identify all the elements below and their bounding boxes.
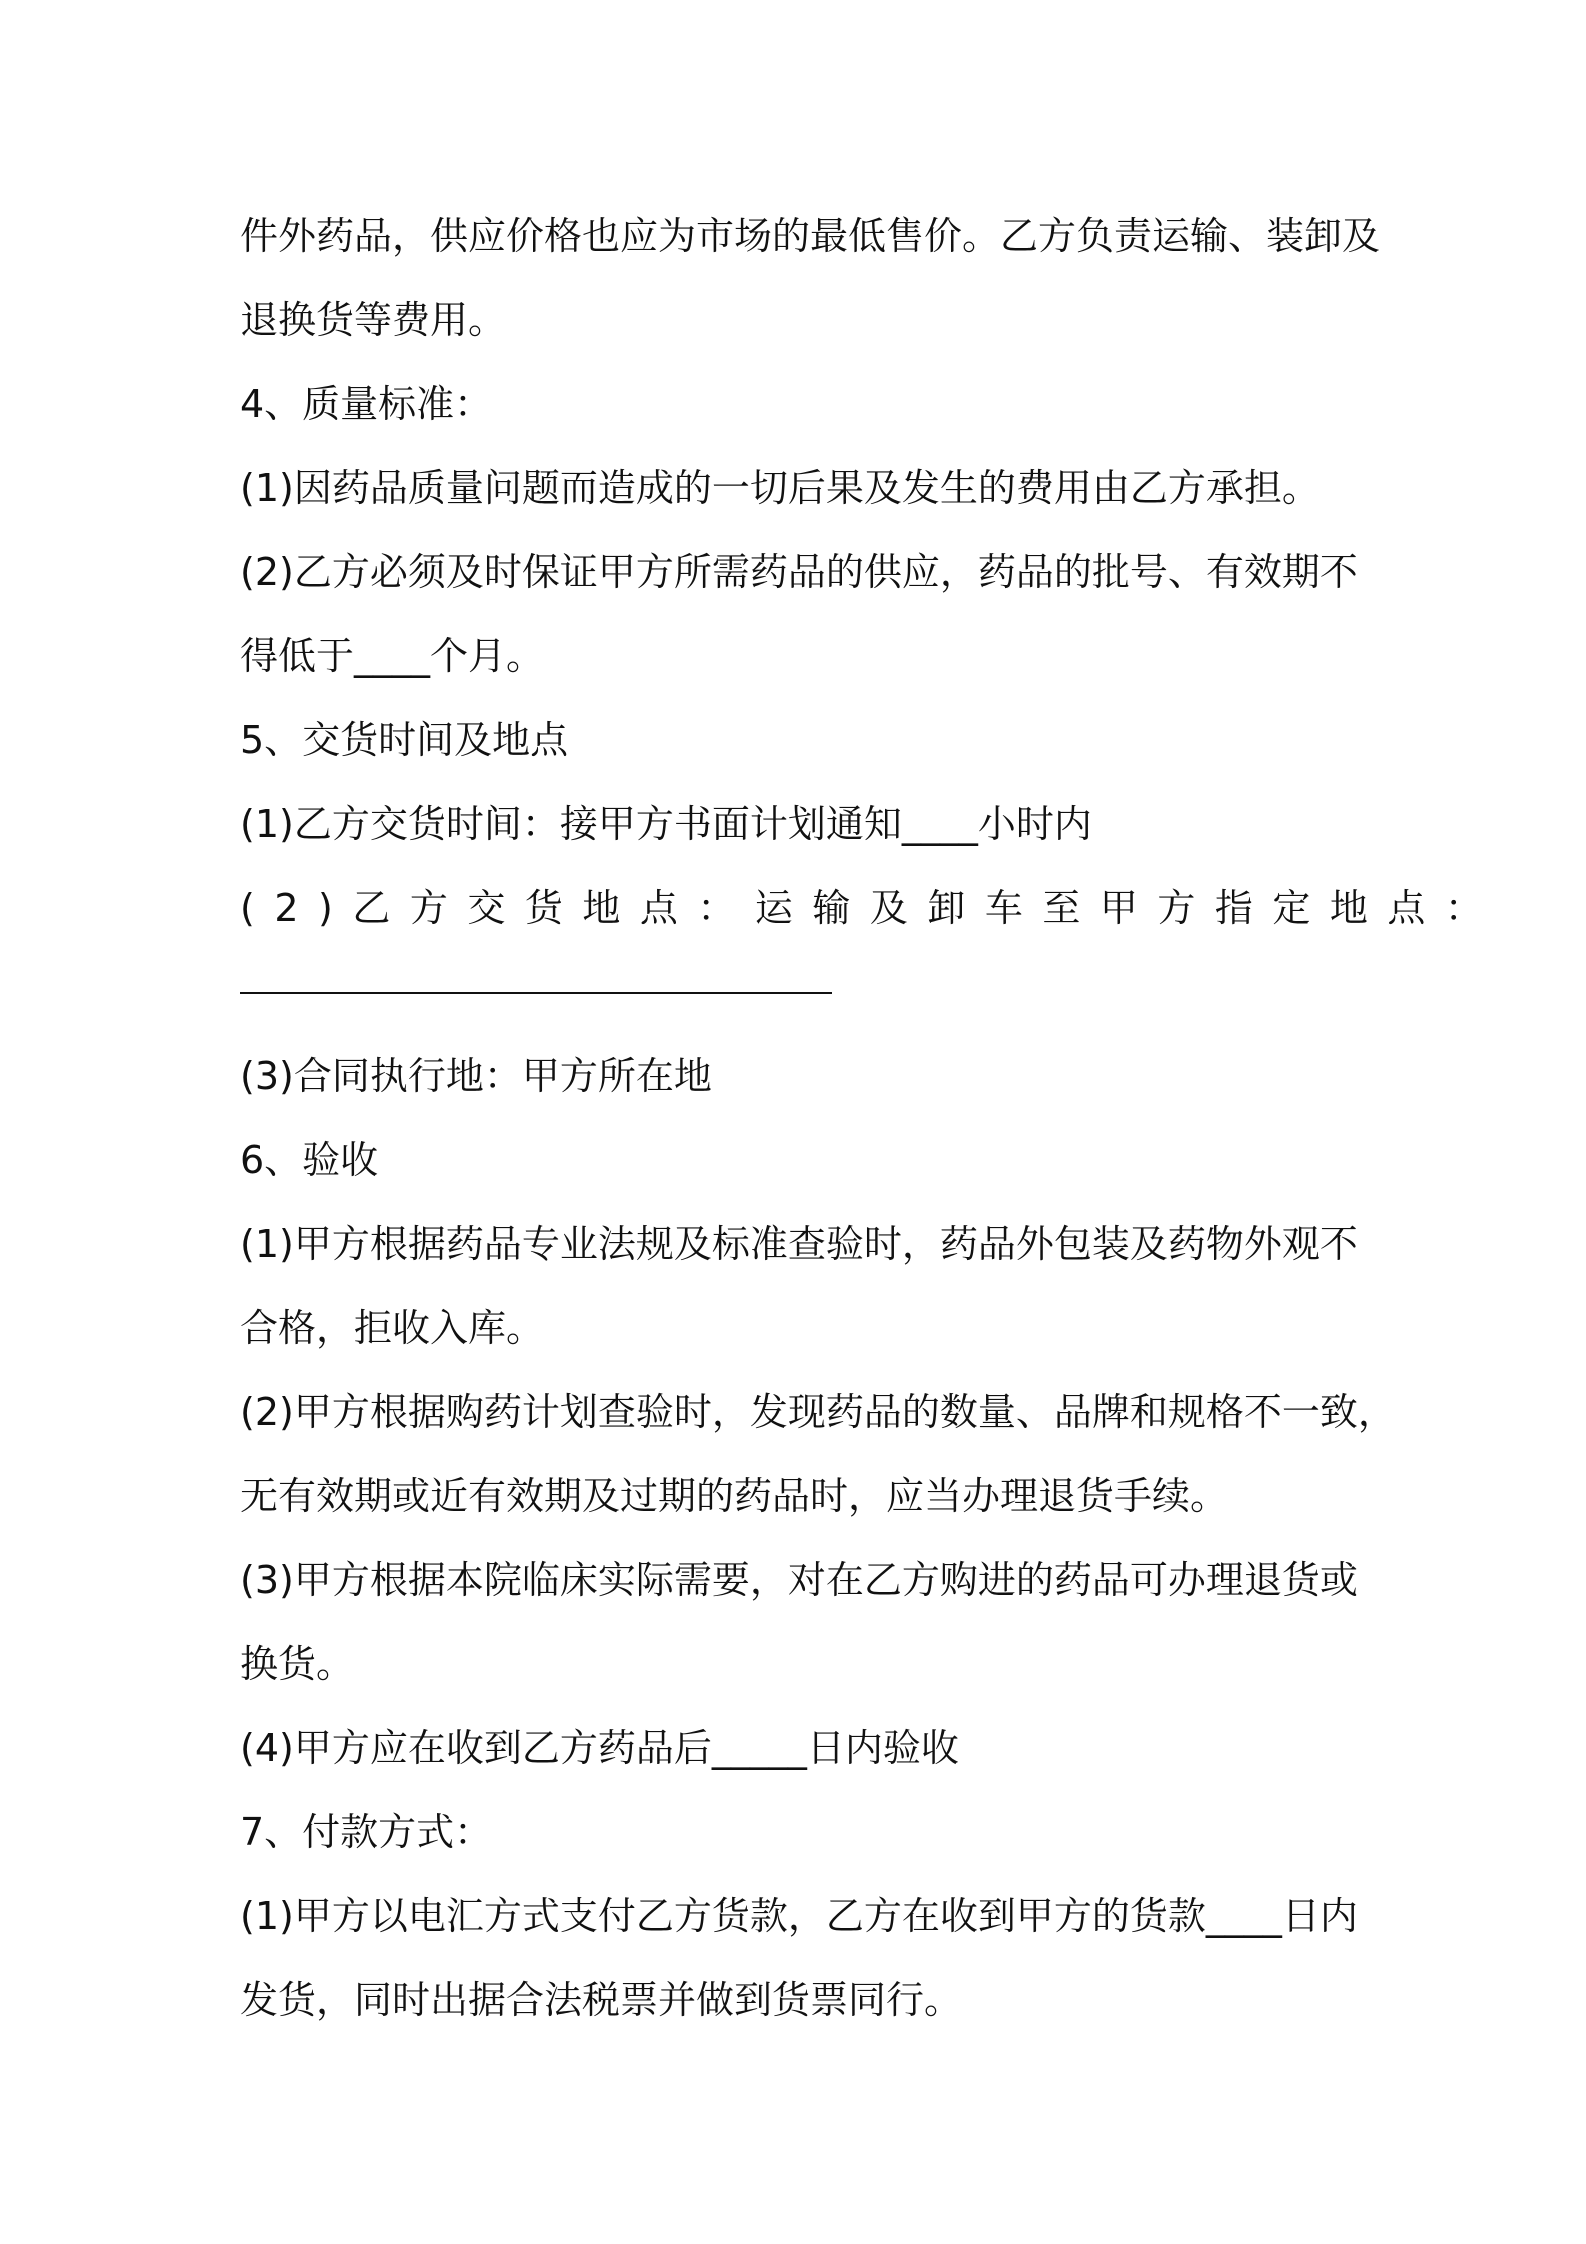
text-line: 换货。 <box>240 1642 355 1686</box>
clause-line: (2)乙方必须及时保证甲方所需药品的供应，药品的批号、有效期不 <box>240 550 1358 594</box>
clause-line: (4)甲方应在收到乙方药品后_____日内验收 <box>240 1726 959 1770</box>
section-heading: 5、交货时间及地点 <box>240 718 569 762</box>
text-line: 无有效期或近有效期及过期的药品时，应当办理退货手续。 <box>240 1474 1229 1518</box>
text-line: 退换货等费用。 <box>240 298 507 342</box>
underline-blank <box>240 992 832 994</box>
document-page <box>240 194 1503 2042</box>
clause-line: (1)甲方以电汇方式支付乙方货款，乙方在收到甲方的货款____日内 <box>240 1894 1358 1938</box>
clause-line: (1)乙方交货时间：接甲方书面计划通知____小时内 <box>240 802 1092 846</box>
text-line: 得低于____个月。 <box>240 634 545 678</box>
clause-line: (3)甲方根据本院临床实际需要，对在乙方购进的药品可办理退货或 <box>240 1558 1358 1602</box>
clause-line: (1)因药品质量问题而造成的一切后果及发生的费用由乙方承担。 <box>240 466 1320 510</box>
clause-line: (3)合同执行地：甲方所在地 <box>240 1054 712 1098</box>
clause-line: (1)甲方根据药品专业法规及标准查验时，药品外包装及药物外观不 <box>240 1222 1358 1266</box>
clause-line: (2)甲方根据购药计划查验时，发现药品的数量、品牌和规格不一致， <box>240 1390 1396 1434</box>
section-heading: 4、质量标准： <box>240 382 493 426</box>
blank-fill-line <box>240 950 1360 1034</box>
text-line: 发货，同时出据合法税票并做到货票同行。 <box>240 1978 963 2022</box>
section-heading: 6、验收 <box>240 1138 379 1182</box>
section-heading: 7、付款方式： <box>240 1810 493 1854</box>
clause-line-justified: (2)乙方交货地点：运输及卸车至甲方指定地点： <box>240 886 1503 930</box>
text-line: 合格，拒收入库。 <box>240 1306 545 1350</box>
text-line: 件外药品，供应价格也应为市场的最低售价。乙方负责运输、装卸及 <box>240 214 1381 258</box>
